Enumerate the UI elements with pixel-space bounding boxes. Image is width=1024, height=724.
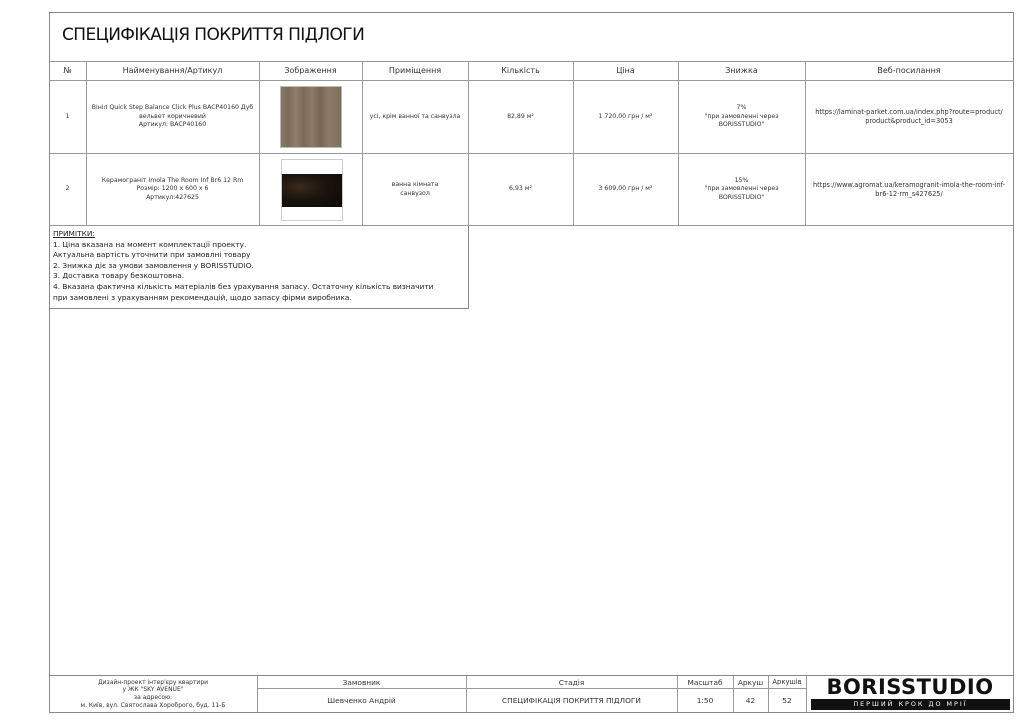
product-name-line: Вініл Quick Step Balance Click Plus BACP40160 Дуб (91, 104, 254, 112)
notes-box (49, 226, 469, 309)
sheet-value: 42 (745, 696, 756, 705)
page-title: СПЕЦИФІКАЦІЯ ПОКРИТТЯ ПІДЛОГИ (62, 25, 365, 45)
discount (678, 154, 805, 225)
room: усі, крім ванної та санвузла (369, 112, 461, 120)
row-number: 2 (65, 185, 70, 193)
scale-label: Масштаб (687, 677, 723, 687)
column-divider (259, 62, 260, 226)
project-line: у ЖК "SKY AVENUE" (122, 686, 184, 694)
header-price: Ціна (616, 65, 635, 75)
room-line: санвузол (400, 189, 430, 197)
web-link-line[interactable]: product&product_id=3053 (865, 117, 953, 125)
product-image-marble (281, 159, 343, 221)
brand-logo (807, 676, 1013, 712)
note-line: 4. Вказана фактична кількість матеріалів без урахування запасу. Остаточну кількість визначити (53, 281, 434, 291)
marble-swatch (282, 174, 342, 207)
client-value: Шевченко Андрій (327, 696, 396, 705)
discount-note: "при замовленні через (704, 185, 779, 193)
web-link-line[interactable]: br6-12-rm_s427625/ (875, 189, 943, 198)
project-line: Дизайн-проект інтер'єру квартири (97, 678, 209, 686)
web-link-line[interactable]: https://laminat-parket.com.ua/index.php?route=product/ (815, 108, 1003, 117)
header-discount: Знижка (725, 65, 758, 75)
header-name: Найменування/Артикул (122, 65, 223, 75)
project-line: за адресою: (133, 694, 173, 701)
stage-label: Стадія (558, 677, 585, 687)
quantity: 6,93 м² (509, 185, 532, 193)
discount-note: BORISSTUDIO" (718, 121, 765, 129)
note-line: при замовлені з урахуванням рекомендацій, щодо запасу фірми виробника. (53, 292, 352, 302)
quantity: 82,89 м² (507, 112, 534, 120)
product-size: Розмір: 1200 х 600 х 6 (136, 185, 209, 193)
product-article: Артикул: BACP40160 (138, 121, 207, 129)
note-line: 2. Знижка діє за умови замовлення у BORISSTUDIO. (53, 260, 254, 270)
web-link[interactable] (805, 81, 1013, 153)
product-image-wood (280, 86, 342, 148)
discount-note: "при замовленні через (704, 112, 779, 120)
stage-value: СПЕЦИФІКАЦІЯ ПОКРИТТЯ ПІДЛОГИ (502, 696, 641, 705)
row-number: 1 (65, 112, 70, 120)
discount-percent: 7% (736, 104, 747, 112)
product-article: Артикул:427625 (146, 193, 199, 201)
notes-heading: ПРИМІТКИ: (53, 229, 95, 238)
product-name (86, 154, 259, 225)
room (362, 154, 468, 225)
product-name (86, 81, 259, 153)
client-label: Замовник (342, 677, 381, 687)
project-line: м. Київ, вул. Святослава Хороброго, буд. 11-Б (80, 701, 226, 709)
header-quantity: Кількість (501, 65, 540, 75)
scale-value: 1:50 (696, 696, 714, 705)
logo-tagline: ПЕРШИЙ КРОК ДО МРІЇ (811, 699, 1010, 710)
header-room: Приміщення (388, 65, 442, 75)
sheets-value: 52 (782, 696, 792, 705)
web-link[interactable] (805, 154, 1013, 225)
note-line: Актуальна вартість уточнити при замовлні товару (53, 250, 251, 260)
header-number: № (63, 65, 72, 75)
discount-percent: 15% (734, 176, 749, 184)
sheet-label: Аркуш (737, 677, 764, 687)
header-link: Веб-посилання (877, 65, 941, 75)
sheets-label: Аркушів (772, 678, 802, 686)
discount-note: BORISSTUDIO" (718, 193, 765, 201)
discount (678, 81, 805, 153)
logo-wordmark: BORISSTUDIO (826, 675, 994, 699)
product-name-line: вельвет коричневий (139, 112, 206, 120)
product-name-line: Керамограніт Imola The Room Inf Br6 12 Rm (101, 176, 244, 184)
note-line: 1. Ціна вказана на момент комплектації проекту. (53, 239, 247, 249)
header-image: Зображення (284, 65, 337, 75)
project-address (49, 676, 257, 712)
web-link-line[interactable]: https://www.agromat.ua/keramogranit-imola-the-room-inf- (812, 180, 1005, 189)
note-line: 3. Доставка товару безкоштовна. (53, 271, 185, 281)
room-line: ванна кімната (391, 180, 439, 188)
price: 1 720,00 грн / м² (598, 112, 653, 120)
price: 3 609,00 грн / м² (598, 185, 653, 193)
